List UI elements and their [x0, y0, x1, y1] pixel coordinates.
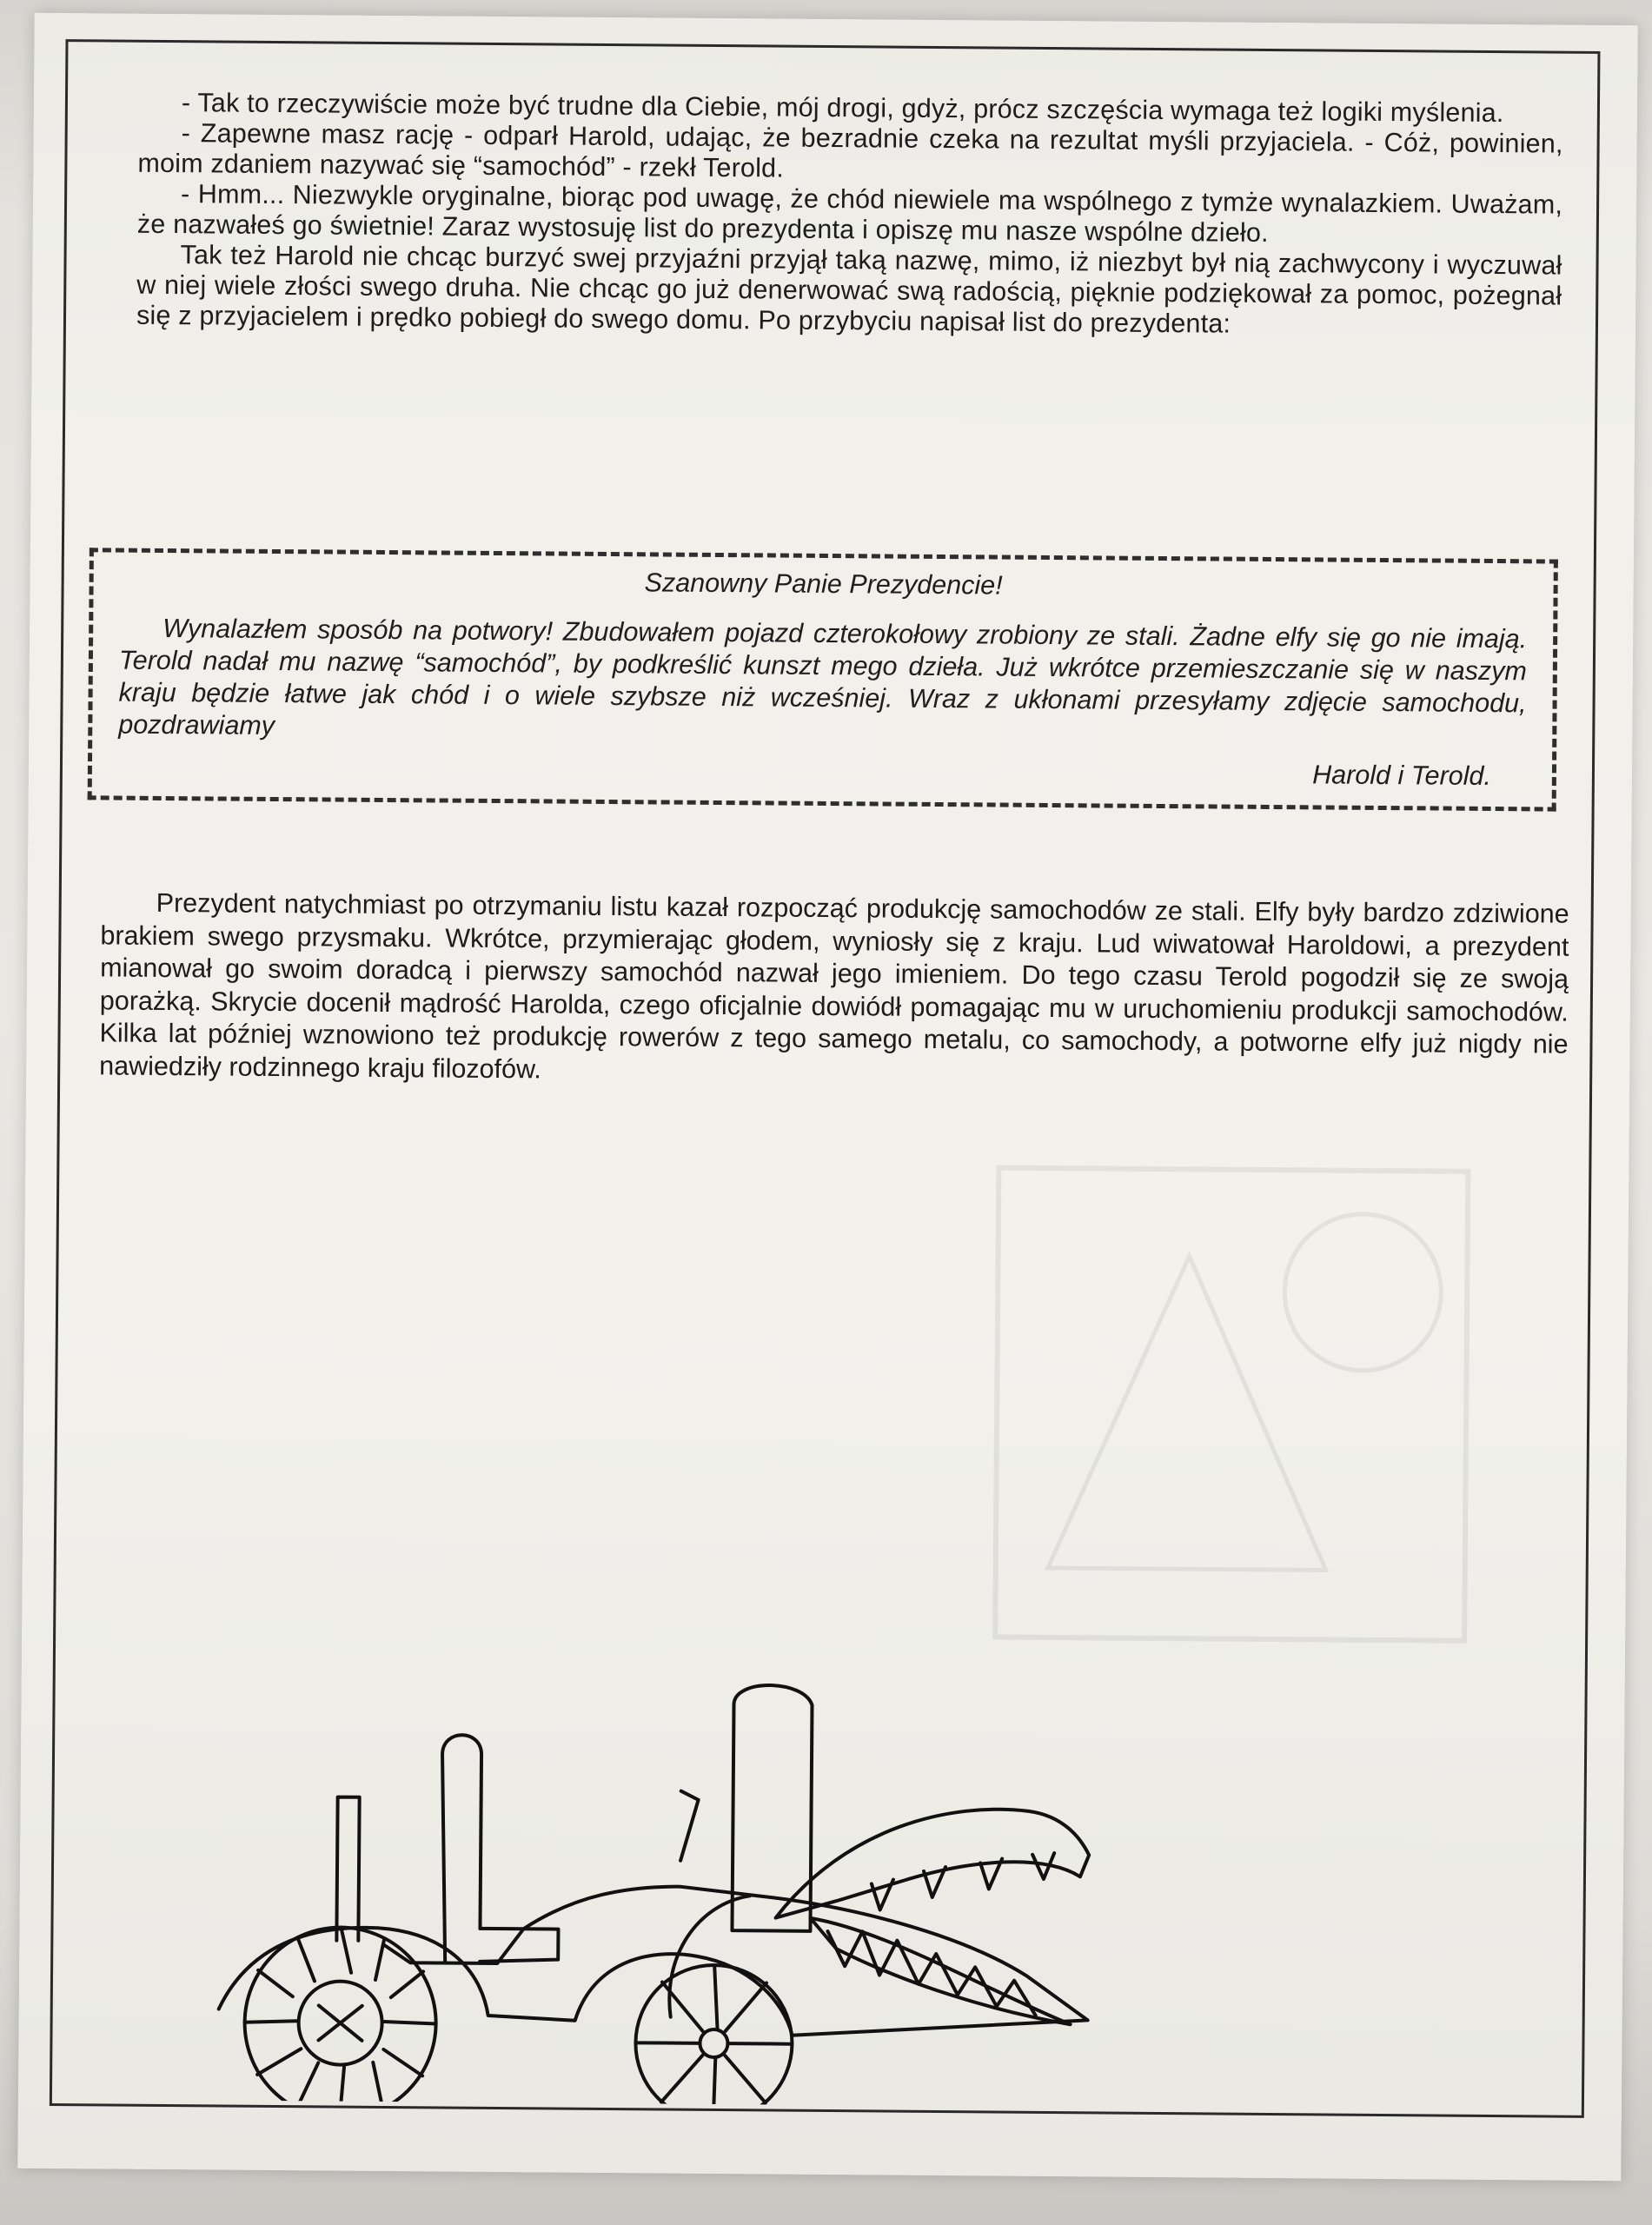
paragraph-3: - Hmm... Niezwykle oryginalne, biorąc pod uwagę, że chód niewiele ma wspólnego z tymże wynalazkiem. Uważam, że nazwałeś go świetnie! Zaraz wystosuję list do prezydenta i opiszę mu nasze wspólne dzieło.: [136, 179, 1563, 248]
car-steering: [680, 1791, 699, 1861]
car-drawing-svg: [123, 1439, 1518, 2111]
paper-sheet: [17, 13, 1637, 2181]
car-teeth-zigzag: [827, 1931, 1037, 2016]
letter-signature: Harold i Terold.: [1312, 760, 1492, 791]
car-chimney: [336, 1797, 359, 1941]
letter-greeting: Szanowny Panie Prezydencie!: [644, 568, 1003, 601]
paragraph-1: - Tak to rzeczywiście może być trudne dla Ciebie, mój drogi, gdyż, prócz szczęścia wymaga też logiki myślenia.: [181, 88, 1504, 129]
paragraph-2: - Zapewne masz rację - odparł Harold, udając, że bezradnie czeka na rezultat myśli przyjaciela. - Cóż, powinien, moim zdaniem nazywać się “samochód” - rzekł Terold.: [137, 118, 1563, 183]
front-hub: [700, 2029, 727, 2057]
car-seat-back: [441, 1735, 481, 1963]
letter-box: [88, 548, 1558, 811]
story-text-top: [136, 88, 1563, 342]
car-mouth-upper: [776, 1808, 1090, 1921]
story-ending: Prezydent natychmiast po otrzymaniu listu kazał rozpocząć produkcję samochodów ze stali. Elfy były bardzo zdziwione brakiem swego przysmaku. Wkrótce, przymierając głodem, wyniosły się z kraju. Lud wiwatował Haroldowi, a prezydent mianował go swoim doradcą i pierwszy samochód nazwał jego imieniem. Do tego czasu Terold pogodził się ze swoją porażką. Skrycie docenił mądrość Harolda, czego oficjalnie dowiódł pomagając mu w uruchomieniu produkcji samochodów. Kilka lat później wznowiono też produkcję rowerów z tego samego metalu, co samochody, a potworne elfy już nigdy nie nawiedziły rodzinnego kraju filozofów.: [99, 887, 1569, 1084]
rear-wheel: [244, 1927, 437, 2110]
rear-hub-mark: [318, 2005, 362, 2040]
letter-body: Wynalazłem sposób na potwory! Zbudowałem pojazd czterokołowy zrobiony ze stali. Żadne elfy się go nie imają. Terold nadał mu nazwę “samochód”, by podkreślić kunszt mego dzieła. Już wkrótce przemieszczanie się w naszym kraju będzie łatwe jak chód i o wiele szybsze niż wcześniej. Wraz z ukłonami przesyłamy zdjęcie samochodu, pozdrawiamy: [118, 613, 1528, 741]
car-hood-dome: [669, 1896, 750, 2018]
paragraph-4: Tak też Harold nie chcąc burzyć swej przyjaźni przyjął taką nazwę, mimo, iż niezbyt był nią zachwycony i wyczuwał w niej wiele złości swego druha. Nie chcąc go już denerwować swą radością, pięknie podziękował za pomoc, pożegnał się z przyjacielem i prędko pobiegł do swego domu. Po przybyciu napisał list do prezydenta:: [136, 240, 1562, 339]
car-illustration: [123, 1439, 1518, 2111]
